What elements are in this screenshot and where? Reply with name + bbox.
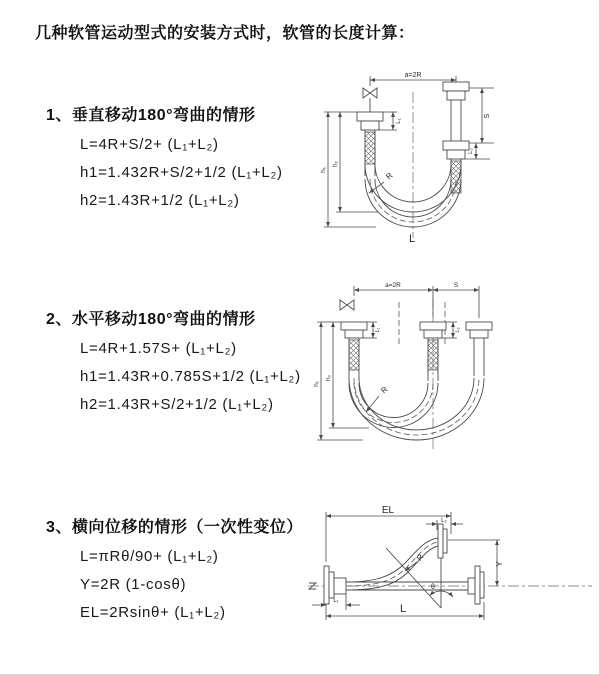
diagram-labels <box>313 282 461 395</box>
dim-label-el: EL <box>381 505 395 516</box>
formula-h1: h1=1.432R+S/2+1/2 (L₁+L₂) <box>80 164 283 181</box>
section-lateral-displacement <box>46 514 303 621</box>
dim-label-l1: L₁ <box>333 598 339 604</box>
hose-body <box>349 338 484 440</box>
diagram-horizontal-180-bend <box>311 278 598 462</box>
dim-label-h2: h₂ <box>332 160 339 168</box>
formula-h2: h2=1.43R+1/2 (L₁+L₂) <box>80 192 240 209</box>
dim-label-l2: L₂ <box>468 148 474 154</box>
valve-symbol <box>363 88 377 112</box>
diagram-lateral-displacement <box>300 498 600 662</box>
dim-label-r: R <box>384 170 395 182</box>
section-1-heading: 1、垂直移动180°弯曲的情形 <box>46 107 256 124</box>
formula-length: L=4R+1.57S+ (L₁+L₂) <box>80 340 237 357</box>
formula-length: L=4R+S/2+ (L₁+L₂) <box>80 136 219 153</box>
dim-label-y: Y <box>495 561 504 567</box>
dim-label-s: S <box>453 282 459 289</box>
dim-label-l: L <box>409 233 416 245</box>
formula-y: Y=2R (1-cosθ) <box>80 576 187 593</box>
section-2-heading: 2、水平移动180°弯曲的情形 <box>46 311 256 328</box>
dim-label-a2r: a=2R <box>404 72 422 79</box>
hose-body <box>346 538 468 590</box>
dim-label-h2: h₂ <box>325 374 332 382</box>
section-3-heading: 3、横向位移的情形（一次性变位） <box>46 519 303 536</box>
dim-label-s: S <box>484 113 491 119</box>
dim-label-l: L <box>400 603 407 615</box>
dim-label-l1: L₁ <box>375 327 381 333</box>
dim-label-r: R <box>414 552 426 563</box>
dim-label-l1: L₁ <box>396 118 402 124</box>
formula-h1: h1=1.43R+0.785S+1/2 (L₁+L₂) <box>80 368 301 385</box>
dim-label-l2: L₂ <box>455 327 461 333</box>
section-vertical-movement <box>46 102 283 209</box>
formula-h2: h2=1.43R+S/2+1/2 (L₁+L₂) <box>80 396 274 413</box>
dim-label-r: R <box>379 384 390 396</box>
section-horizontal-movement <box>46 306 301 413</box>
formula-el: EL=2Rsinθ+ (L₁+L₂) <box>80 604 226 621</box>
formula-length: L=πRθ/90+ (L₁+L₂) <box>80 548 219 565</box>
diagram-vertical-180-bend <box>316 66 588 258</box>
dim-label-l2: L₂ <box>441 518 447 524</box>
dim-label-theta: θ <box>431 584 435 591</box>
hose-fittings <box>341 322 492 338</box>
dim-label-a2r: a=2R <box>385 282 401 289</box>
page-title: 几种软管运动型式的安装方式时，软管的长度计算： <box>35 25 415 42</box>
valve-symbol <box>340 300 354 310</box>
dim-label-h1: h₁ <box>313 381 320 387</box>
dim-label-h1: h₁ <box>320 167 327 173</box>
